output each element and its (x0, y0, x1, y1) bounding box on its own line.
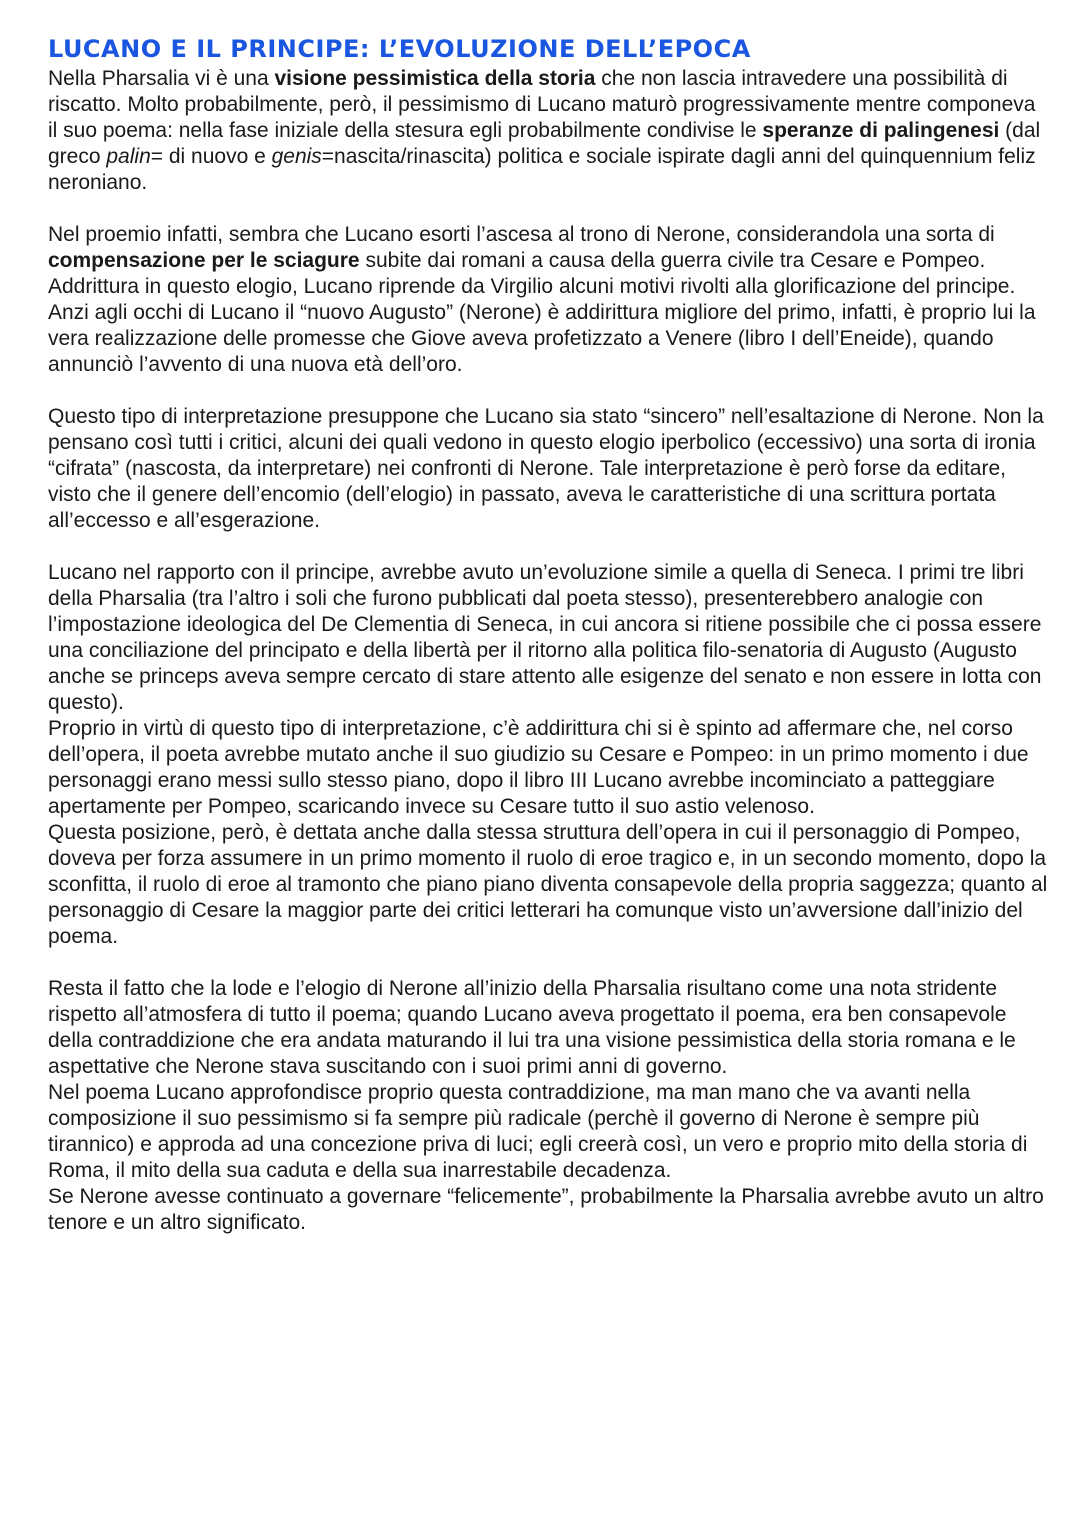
text-run: Nel proemio infatti, sembra che Lucano esorti l’ascesa al trono di Nerone, considerandola una sorta di (48, 223, 995, 246)
paragraph-4 (48, 560, 1048, 716)
paragraph-spacer (48, 196, 1048, 222)
bold-phrase: speranze di palingenesi (762, 119, 1000, 142)
paragraph-3 (48, 404, 1048, 534)
text-run: Nella Pharsalia vi è una (48, 67, 275, 90)
document-body (48, 66, 1048, 1236)
paragraph-1 (48, 66, 1048, 196)
document-page (48, 34, 1048, 1236)
text-run: Questa posizione, però, è dettata anche dalla stessa struttura dell’opera in cui il personaggio di Pompeo, doveva per forza assumere in un primo momento il ruolo di eroe tragico e, in un secondo momento, dopo la sconfitta, il ruolo di eroe al tramonto che piano piano diventa consapevole della propria saggezza; quanto al personaggio di Cesare la maggior parte dei critici letterari ha comunque visto un’avversione dall’inizio del poema. (48, 821, 1048, 948)
italic-phrase: genis (271, 145, 322, 168)
text-run: = di nuovo e (150, 145, 272, 168)
bold-phrase: visione pessimistica della storia (274, 67, 596, 90)
paragraph-spacer (48, 534, 1048, 560)
text-run: Nel poema Lucano approfondisce proprio questa contraddizione, ma man mano che va avanti nella composizione il suo pessimismo si fa sempre più radicale (perchè il governo di Nerone è sempre più tirannico) e approda ad una concezione priva di luci; egli creerà così, un vero e proprio mito della storia di Roma, il mito della sua caduta e della sua inarrestabile decadenza. (48, 1081, 1028, 1182)
text-run: Questo tipo di interpretazione presuppone che Lucano sia stato “sincero” nell’esaltazione di Nerone. Non la pensano così tutti i critici, alcuni dei quali vedono in questo elogio iperbolico (eccessivo) una sorta di ironia “cifrata” (nascosta, da interpretare) nei confronti di Nerone. Tale interpretazione è però forse da editare, visto che il genere dell’encomio (dell’elogio) in passato, aveva le caratteristiche di una scrittura portata all’eccesso e all’esgerazione. (48, 405, 1044, 532)
text-run: che non lascia intravedere una possibilità di riscatto. Molto probabilmente, però, il pessimismo di Lucano maturò progressivamente mentre componeva il suo poema: nella fase iniziale della stesura egli probabilmente condivise le (48, 67, 1036, 142)
text-run: Se Nerone avesse continuato a governare “felicemente”, probabilmente la Pharsalia avrebbe avuto un altro tenore e un altro significato. (48, 1185, 1044, 1234)
document-title: LUCANO E IL PRINCIPE: L’EVOLUZIONE DELL’EPOCA (48, 35, 751, 63)
paragraph-6 (48, 820, 1048, 950)
text-run: Proprio in virtù di questo tipo di interpretazione, c’è addirittura chi si è spinto ad affermare che, nel corso dell’opera, il poeta avrebbe mutato anche il suo giudizio su Cesare e Pompeo: in un primo momento i due personaggi erano messi sullo stesso piano, dopo il libro III Lucano avrebbe incominciato a patteggiare apertamente per Pompeo, scaricando invece su Cesare tutto il suo astio velenoso. (48, 717, 1029, 818)
paragraph-2 (48, 222, 1048, 378)
bold-phrase: compensazione per le sciagure (48, 249, 360, 272)
paragraph-5 (48, 716, 1048, 820)
paragraph-8 (48, 1080, 1048, 1184)
text-run: Lucano nel rapporto con il principe, avrebbe avuto un’evoluzione simile a quella di Seneca. I primi tre libri della Pharsalia (tra l’altro i soli che furono pubblicati dal poeta stesso), presenterebbero analogie con l’impostazione ideologica del De Clementia di Seneca, in cui ancora si ritiene possibile che ci possa essere una conciliazione del principato e della libertà per il ritorno alla politica filo-senatoria di Augusto (Augusto anche se princeps aveva sempre cercato di stare attento alle esigenze del senato e non essere in lotta con questo). (48, 561, 1042, 714)
paragraph-spacer (48, 950, 1048, 976)
text-run: subite dai romani a causa della guerra civile tra Cesare e Pompeo. Addrittura in questo elogio, Lucano riprende da Virgilio alcuni motivi rivolti alla glorificazione del principe. Anzi agli occhi di Lucano il “nuovo Augusto” (Nerone) è addirittura migliore del primo, infatti, è proprio lui la vera realizzazione delle promesse che Giove aveva profetizzato a Venere (libro I dell’Eneide), quando annunciò l’avvento di una nuova età dell’oro. (48, 249, 1036, 376)
paragraph-9 (48, 1184, 1048, 1236)
text-run: Resta il fatto che la lode e l’elogio di Nerone all’inizio della Pharsalia risultano come una nota stridente rispetto all’atmosfera di tutto il poema; quando Lucano aveva progettato il poema, era ben consapevole della contraddizione che era andata maturando il lui tra una visione pessimistica della storia romana e le aspettative che Nerone stava suscitando con i suoi primi anni di governo. (48, 977, 1016, 1078)
text-run: (dal greco (48, 119, 1041, 168)
paragraph-spacer (48, 378, 1048, 404)
text-run: =nascita/rinascita) politica e sociale ispirate dagli anni del quinquennium feliz neroniano. (48, 145, 1036, 194)
italic-phrase: palin (106, 145, 151, 168)
paragraph-7 (48, 976, 1048, 1080)
